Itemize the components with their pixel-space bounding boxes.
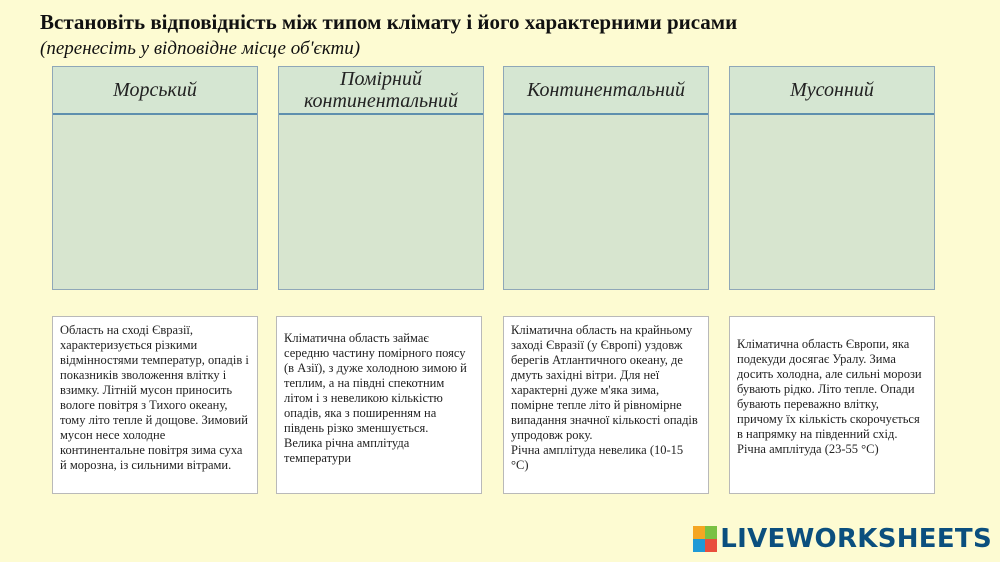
brand-name: LIVEWORKSHEETS [720,524,992,554]
logo-square [693,539,705,552]
liveworksheets-logo-icon [693,526,717,552]
drop-zone[interactable] [279,115,483,289]
card-text: Кліматична область на крайньому заході Євразії (у Європі) уздовж берегів Атлантичного океану, де дмуть західні вітри. Для неї характерні дуже м'яка зима, помірне тепле літо й рівномірне випадання значної кількості опадів упродовж року. [511,323,698,442]
draggable-card-temperate-continental-description[interactable] [729,316,935,494]
card-extra-text: Річна амплітуда невелика (10-15 °С) [511,443,684,472]
card-extra-text: Велика річна амплітуда температури [284,436,410,465]
page-title: Встановіть відповідність між типом клімату і його характерними рисами [40,10,738,34]
card-text: Область на сході Євразії, характеризується різкими відмінностями температур, опадів і показників зволоження влітку і взимку. Літній мусон приносить вологе повітря з Тихого океану, тому літо тепле й дощове. Зимовий мусон несе холодне континентальне повітря зима суха й морозна, із сильними вітрами. [60,323,249,472]
logo-square [693,526,705,539]
draggable-card-continental-description[interactable] [276,316,482,494]
drop-zone[interactable] [730,115,934,289]
drop-column-marine[interactable] [52,66,258,290]
drop-column-temperate-continental[interactable] [278,66,484,290]
drop-zone[interactable] [53,115,257,289]
card-extra-text: Річна амплітуда (23-55 °С) [737,442,879,456]
drop-zone[interactable] [504,115,708,289]
brand-logo [693,522,992,556]
column-header: Континентальний [504,67,708,115]
column-header: Помірний континентальний [279,67,483,115]
logo-square [705,526,717,539]
column-header: Мусонний [730,67,934,115]
instruction-subtitle: (перенесіть у відповідне місце об'єкти) [40,38,361,59]
drop-column-continental[interactable] [503,66,709,290]
draggable-card-monsoon-description[interactable] [52,316,258,494]
draggable-card-marine-description[interactable] [503,316,709,494]
card-text: Кліматична область Європи, яка подекуди досягає Уралу. Зима досить холодна, але сильні морози бувають рідко. Літо тепле. Опади бувають переважно влітку, причому їх кількість скорочується в напрямку на південний схід. [737,337,922,441]
column-header: Морський [53,67,257,115]
card-text: Кліматична область займає середню частину помірного поясу (в Азії), з дуже холодною зимою й теплим, а на півдні спекотним літом і з невеликою кількістю опадів, яка з поширенням на південь різко зменшується. [284,331,467,435]
logo-square [705,539,717,552]
drop-column-monsoon[interactable] [729,66,935,290]
